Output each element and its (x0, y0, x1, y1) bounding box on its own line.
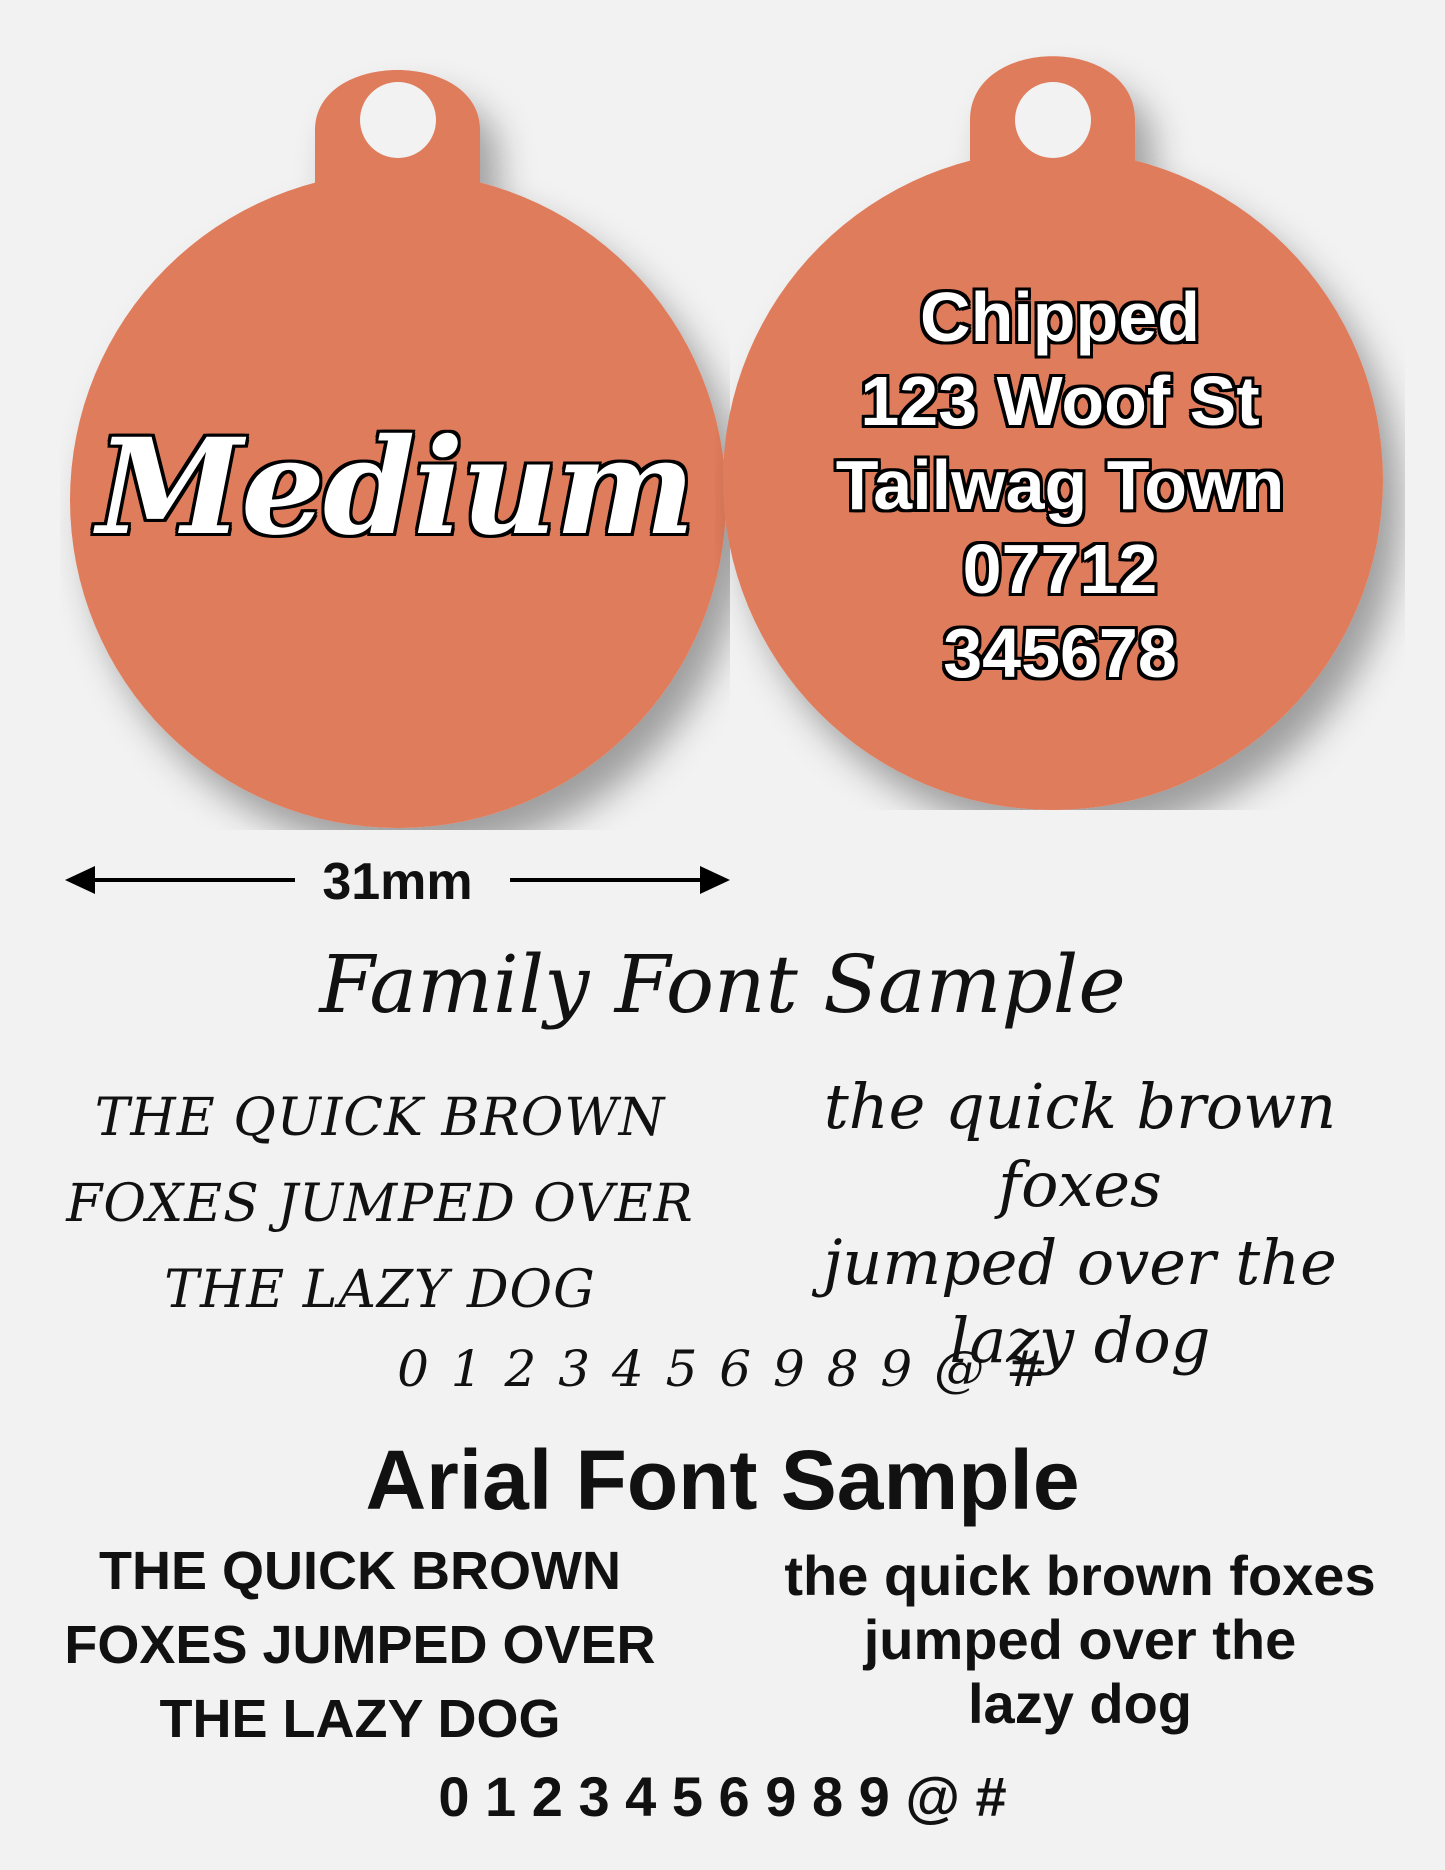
arial-upper-line: THE LAZY DOG (159, 1689, 561, 1749)
back-tag-line: Tailwag Town (835, 446, 1285, 524)
arial-font-heading: Arial Font Sample (365, 1433, 1080, 1527)
family-lower-line: lazy dog (949, 1304, 1211, 1377)
family-font-heading: Family Font Sample (319, 938, 1126, 1031)
back-tag-lines (715, 275, 1405, 695)
back-tag-line: 345678 (943, 614, 1177, 692)
back-tag-line: Chipped (920, 278, 1200, 356)
family-lower-line: jumped over the (823, 1226, 1337, 1299)
arial-lower-sample (730, 1544, 1430, 1736)
family-lower-line: the quick brown foxes (823, 1070, 1337, 1221)
size-measurement (65, 850, 730, 910)
arial-lower-line: jumped over the (863, 1608, 1297, 1671)
arial-upper-line: THE QUICK BROWN (99, 1541, 621, 1601)
front-tag-text: Medium (96, 410, 694, 565)
back-tag (715, 20, 1405, 810)
family-digits: 0 1 2 3 4 5 6 9 8 9 @ # (397, 1340, 1048, 1398)
back-tag-line: 123 Woof St (860, 362, 1260, 440)
arial-lower-line: the quick brown foxes (784, 1544, 1376, 1607)
arial-upper-line: FOXES JUMPED OVER (64, 1615, 656, 1675)
family-upper-sample (30, 1075, 730, 1333)
front-tag (60, 40, 730, 830)
family-upper-line: THE QUICK BROWN (94, 1088, 666, 1148)
back-tag-line: 07712 (962, 530, 1158, 608)
arial-digits: 0 1 2 3 4 5 6 9 8 9 @ # (438, 1765, 1007, 1828)
size-label: 31mm (322, 853, 473, 911)
family-upper-line: THE LAZY DOG (164, 1260, 596, 1320)
family-lower-sample (745, 1068, 1415, 1380)
arial-lower-line: lazy dog (967, 1672, 1193, 1735)
family-upper-line: FOXES JUMPED OVER (66, 1174, 694, 1234)
arial-upper-sample (15, 1534, 705, 1756)
